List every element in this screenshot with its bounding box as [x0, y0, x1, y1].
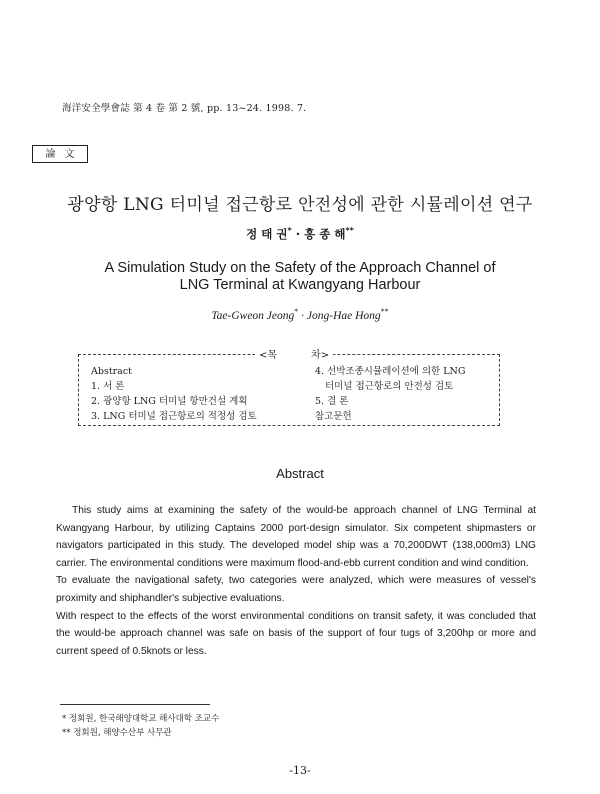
korean-author-2-mark: ** [345, 226, 354, 236]
abstract-paragraph-3: With respect to the effects of the worst environmental conditions on transit safety, it was concluded that the would-be approach channel was safe on basis of the support of four tugs of 3,200hp or more and current speed of 0.5knots or less. [56, 610, 536, 657]
toc-item: 참고문헌 [315, 411, 352, 422]
toc-left-column [91, 364, 257, 424]
korean-author-1-mark: * [287, 226, 292, 236]
korean-title: 광양항 LNG 터미널 접근항로 안전성에 관한 시뮬레이션 연구 [67, 195, 533, 215]
english-title-line-2: LNG Terminal at Kwangyang Harbour [179, 277, 421, 293]
abstract-body [56, 502, 536, 660]
korean-authors [0, 226, 600, 242]
journal-citation: 海洋安全學會誌 第 4 卷 第 2 號, pp. 13~24. 1998. 7. [62, 103, 307, 114]
toc-right-column [315, 364, 465, 424]
toc-item: 1. 서 론 [91, 381, 125, 392]
toc-item: 3. LNG 터미널 접근항로의 적정성 검토 [91, 411, 257, 422]
toc-heading-close: 차> [311, 350, 330, 361]
english-author-2-mark: ** [380, 307, 389, 316]
abstract-heading: Abstract [276, 466, 324, 481]
toc-heading-open: <목 [259, 350, 278, 361]
table-of-contents [78, 350, 500, 426]
english-author-1: Tae-Gweon Jeong [211, 309, 295, 322]
abstract-paragraph-1: This study aims at examining the safety of the would-be approach channel of LNG Terminal at Kwangyang Harbour, by utilizing Captains 2000 port-design simulator. Six competent shipmasters or navigators participated in this study. The developed model ship was a 70,200DWT (138,000m3) LNG carrier. The environmental conditions were maximum flood-and-ebb current condition and wind condition. [56, 505, 536, 569]
toc-item: 4. 선박조종시뮬레이션에 의한 LNG [315, 366, 466, 377]
toc-item: 2. 광양항 LNG 터미널 항만건설 계획 [91, 396, 248, 407]
toc-heading [255, 346, 333, 361]
english-author-separator: · [298, 309, 307, 322]
korean-author-separator: · [291, 227, 305, 241]
toc-item: Abstract [91, 366, 132, 377]
footnotes [62, 712, 219, 740]
article-type-char-1: 論 [45, 149, 56, 160]
footnote-2: ** 정회원, 해양수산부 사무관 [62, 728, 172, 738]
english-authors [0, 307, 600, 322]
toc-item: 터미널 접근항로의 안전성 검토 [325, 381, 454, 392]
page-number: -13- [289, 764, 311, 777]
english-author-1-mark: * [294, 307, 299, 316]
english-title-line-1: A Simulation Study on the Safety of the Approach Channel of [104, 260, 496, 276]
footnote-divider [60, 704, 210, 705]
english-author-2: Jong-Hae Hong [306, 309, 381, 322]
toc-item: 5. 결 론 [315, 396, 349, 407]
article-type-label [32, 145, 88, 163]
abstract-paragraph-2: To evaluate the navigational safety, two categories were analyzed, which were measures of vessel's proximity and shiphandler's subjective evaluations. [56, 575, 536, 604]
article-type-char-2: 文 [64, 149, 75, 160]
footnote-1: * 정회원, 한국해양대학교 해사대학 조교수 [62, 714, 220, 724]
korean-author-1: 정 태 권 [246, 227, 288, 241]
korean-author-2: 홍 종 해 [304, 227, 346, 241]
english-title [40, 260, 560, 294]
